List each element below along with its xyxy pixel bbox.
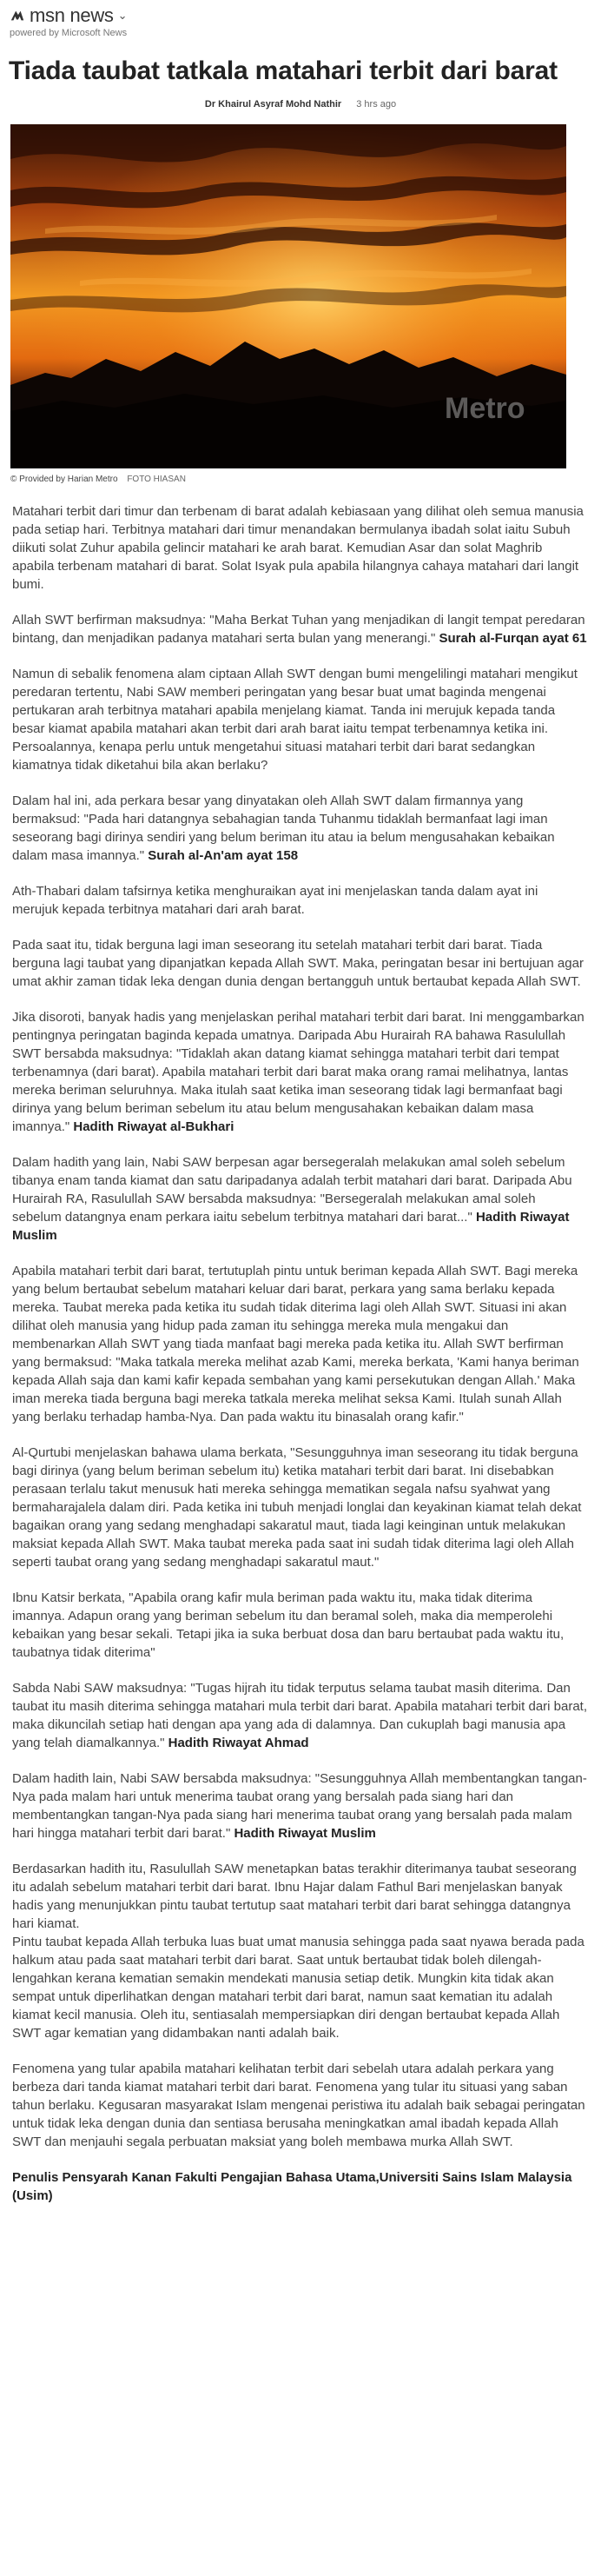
article-paragraph <box>12 882 587 919</box>
paragraph-text: Matahari terbit dari timur dan terbenam di barat adalah kebiasaan yang dilihat oleh semua manusia pada setiap hari. Terbitnya matahari dari timur menandakan bermulanya ibadah solat iaitu Subuh diikuti solat Zuhur apabila gelincir matahari ke arah barat. Kemudian Asar dan solat Maghrib apabila terbenam matahari di barat. Solat Isyak pula apabila hilangnya cahaya matahari dari langit bumi. <box>12 504 584 592</box>
paragraph-text: Allah SWT berfirman maksudnya: "Maha Berkat Tuhan yang menjadikan di langit tempat peredaran bintang, dan menjadikan padanya matahari serta bulan yang menerangi." <box>12 613 585 646</box>
article-paragraph <box>12 502 587 594</box>
image-caption: FOTO HIASAN <box>127 475 186 484</box>
paragraph-text: Fenomena yang tular apabila matahari kelihatan terbit dari sebelah utara adalah perkara yang berbeza dari tanda kiamat matahari terbit dari barat. Fenomena yang tular itu situasi yang saban tahun berlaku. Kegusaran masyarakat Islam mengenai peristiwa itu adalah baik sebagai peringatan untuk tidak leka dengan dunia dan sentiasa berusaha meningkatkan amal ibadah kepada Allah SWT dan menjauhi segala perbuatan maksiat yang boleh membawa murka Allah SWT. <box>12 2061 585 2149</box>
paragraph-text: Berdasarkan hadith itu, Rasulullah SAW menetapkan batas terakhir diterimanya taubat seseorang itu adalah sebelum matahari terbit dari barat. Ibnu Hajar dalam Fathul Bari menjelaskan banyak hadis yang menunjukkan pintu taubat tertutup saat matahari terbit dari barat sehingga datangnya hari kiamat. <box>12 1862 577 1931</box>
paragraph-text: Dalam hadith yang lain, Nabi SAW berpesan agar bersegeralah melakukan amal soleh sebelum tibanya enam tanda kiamat dan satu daripadanya adalah terbit matahari dari barat. Daripada Abu Hurairah RA, Rasulullah SAW bersabda maksudnya: "Bersegeralah melakukan amal soleh sebelum datangnya enam perkara iaitu sebelum terbitnya matahari dari barat..." <box>12 1155 572 1225</box>
paragraph-text: Al-Qurtubi menjelaskan bahawa ulama berkata, "Sesungguhnya iman seseorang itu tidak berguna bagi dirinya (yang belum beriman sebelum itu) ketika matahari terbit dari barat. Ini disebabkan perasaan terlalu takut menusuk hati mereka sehingga mematikan segala nafsu syahwat yang bermaharajalela dalam diri. Pada ketika ini tubuh menjadi longlai dan keyakinan kiamat telah dekat bagaikan orang yang sedang menghadapi sakaratul maut, tiada lagi keinginan untuk melakukan maksiat kepada Allah SWT. Maka taubat mereka pada saat ini sudah tidak diterima lagi oleh Allah seperti taubat orang yang sedang menghadapi sakaratul maut." <box>12 1445 582 1570</box>
author-footer: Penulis Pensyarah Kanan Fakulti Pengajian Bahasa Utama,Universiti Sains Islam Malaysia (Usim) <box>12 2170 572 2203</box>
paragraph-text: Persoalannya, kenapa perlu untuk mengetahui situasi matahari terbit dari barat sedangkan kiamatnya tidak diketahui bila akan berlaku? <box>12 740 536 773</box>
sunset-sky-image <box>10 124 566 468</box>
paragraph-text: Pintu taubat kepada Allah terbuka luas buat umat manusia sehingga pada saat nyawa berada pada halkum atau pada saat matahari terbit dari barat. Saat untuk bertaubat tidak boleh dilengah-lengahkan kerana kematian semakin mendekati manusia setiap detik. Mungkin kita tidak akan sempat untuk diperlihatkan dengan matahari terbit dari barat, namun saat kematian itu adalah kiamat kecil manusia. Oleh itu, sentiasalah mempersiapkan diri dengan bertaubat kepada Allah SWT agar kematian yang didambakan nanti adalah baik. <box>12 1935 584 2041</box>
paragraph-text: Ibnu Katsir berkata, "Apabila orang kafir mula beriman pada waktu itu, maka tidak diterima imannya. Adapun orang yang beriman sebelum itu dan beramal soleh, maka dia memperolehi kebaikan yang besar sekali. Tetapi jika ia suka berbuat dosa dan baru bertaubat pada waktu itu, taubatnya tidak diterima" <box>12 1590 565 1660</box>
chevron-down-icon[interactable]: ⌄ <box>117 9 128 22</box>
publish-time: 3 hrs ago <box>356 99 397 110</box>
paragraph-text: Apabila matahari terbit dari barat, tertutuplah pintu untuk beriman kepada Allah SWT. Bagi mereka yang belum bertaubat sebelum matahari keluar dari barat, perkara yang sama berlaku kepada mereka. Taubat mereka pada ketika itu sudah tidak diterima lagi oleh Allah SWT. Situasi ini akan dilihat oleh manusia yang hidup pada zaman itu sehingga mereka mula mengakui dan membenarkan Allah SWT yang tiada manfaat bagi mereka pada ketika itu. Allah SWT berfirman yang bermaksud: "Maka tatkala mereka melihat azab Kami, mereka berkata, 'Kami hanya beriman kepada Allah saja dan kami kafir kepada sembahan yang kami persekutukan dengan Allah.' Maka iman mereka tiada berguna bagi mereka tatkala mereka melihat seksa Kami. Itulah sunah Allah yang berlaku terhadap hamba-Nya. Dan pada waktu itu binasalah orang kafir." <box>12 1264 579 1424</box>
hero-image <box>10 124 566 468</box>
author-name[interactable]: Dr Khairul Asyraf Mohd Nathir <box>204 99 342 110</box>
article-paragraph <box>12 1860 587 1933</box>
citation-reference: Surah al-An'am ayat 158 <box>148 848 299 863</box>
image-credit <box>10 475 186 484</box>
paragraph-text: Pada saat itu, tidak berguna lagi iman seseorang itu setelah matahari terbit dari barat. Tiada berguna lagi taubat yang dipanjatkan kepada Allah SWT. Maka, peringatan besar ini bertujuan agar umat akhir zaman tidak leka dengan dunia dengan bertangguh untuk bertaubat kepada Allah SWT. <box>12 938 584 989</box>
article-title: Tiada taubat tatkala matahari terbit dari barat <box>9 56 558 85</box>
paragraph-text: Jika disoroti, banyak hadis yang menjelaskan perihal matahari terbit dari barat. Ini menggambarkan pentingnya peringatan baginda kepada umatnya. Daripada Abu Hurairah RA bahawa Rasulullah SWT bersabda maksudnya: "Tidaklah akan datang kiamat sehingga matahari terbit dari tempat terbenamnya (dari barat). Apabila matahari terbit dari barat maka orang ramai melihatnya, lantas mereka beriman seluruhnya. Maka itulah saat ketika iman seseorang tidak lagi bermanfaat bagi dirinya yang belum beriman sebelum itu atau belum mengusahakan kebaikan dalam masa imannya." <box>12 1010 584 1134</box>
article-paragraph <box>12 1262 587 1426</box>
article-paragraph <box>12 792 587 865</box>
citation-reference: Hadith Riwayat al-Bukhari <box>73 1119 234 1134</box>
byline <box>0 99 601 110</box>
article-paragraph <box>12 1589 587 1662</box>
article-paragraph <box>12 1153 587 1245</box>
paragraph-text: Namun di sebalik fenomena alam ciptaan Allah SWT dengan bumi mengelilingi matahari mengikut peredaran tertentu, Nabi SAW memberi peringatan yang besar buat umat baginda mengenai pertukaran arah terbitnya matahari apabila menjelang kiamat. Tanda ini merujuk kepada tanda besar kiamat apabila matahari akan terbit dari arah barat iaitu tempat terbenamnya ketika ini. <box>12 667 578 736</box>
article-paragraph <box>12 2060 587 2151</box>
metro-watermark: Metro <box>445 392 525 425</box>
article-paragraph <box>12 1679 587 1752</box>
article-paragraph <box>12 665 587 738</box>
citation-reference: Hadith Riwayat Muslim <box>234 1826 376 1841</box>
image-provider: © Provided by Harian Metro <box>10 475 118 484</box>
article-paragraph <box>12 1933 587 2042</box>
citation-reference: Hadith Riwayat Ahmad <box>168 1736 309 1750</box>
paragraph-text: Sabda Nabi SAW maksudnya: "Tugas hijrah itu tidak terputus selama taubat masih diterima. Dan taubat itu masih diterima sehingga matahari mula terbit dari barat. Apabila matahari terbit dari barat, maka dikuncilah setiap hati dengan apa yang ada di dalamnya. Dan cukuplah bagi manusia apa yang telah diamalkannya." <box>12 1681 588 1750</box>
paragraph-text: Ath-Thabari dalam tafsirnya ketika menghuraikan ayat ini menjelaskan tanda dalam ayat ini merujuk kepada terbitnya matahari dari arah barat. <box>12 884 538 917</box>
powered-by: powered by Microsoft News <box>10 28 128 38</box>
citation-reference: Surah al-Furqan ayat 61 <box>439 631 587 646</box>
paragraph-text: Dalam hadith lain, Nabi SAW bersabda maksudnya: "Sesungguhnya Allah membentangkan tangan-Nya pada malam hari untuk menerima taubat orang yang bersalah pada siang hari dan membentangkan tangan-Nya pada siang hari menerima taubat orang yang bersalah pada malam hari hingga matahari terbit dari barat." <box>12 1771 587 1841</box>
article-paragraph <box>12 611 587 647</box>
brand-name: msn news <box>30 4 114 26</box>
paragraph-text: Dalam hal ini, ada perkara besar yang dinyatakan oleh Allah SWT dalam firmannya yang bermaksud: "Pada hari datangnya sebahagian tanda Tuhanmu tidaklah bermanfaat lagi iman seseorang bagi dirinya sendiri yang belum beriman itu atau ia belum mengusahakan kebaikan dalam masa imannya." <box>12 793 555 863</box>
article-paragraph <box>12 936 587 991</box>
msn-butterfly-icon <box>10 8 25 23</box>
article-paragraph <box>12 1008 587 1136</box>
citation-reference: Hadith Riwayat Muslim <box>12 1210 570 1243</box>
top-bar <box>10 5 591 45</box>
article-paragraph <box>12 1769 587 1842</box>
brand-logo[interactable] <box>10 5 591 26</box>
article-paragraph <box>12 1444 587 1571</box>
article-body <box>12 502 587 2222</box>
article-paragraph <box>12 738 587 774</box>
